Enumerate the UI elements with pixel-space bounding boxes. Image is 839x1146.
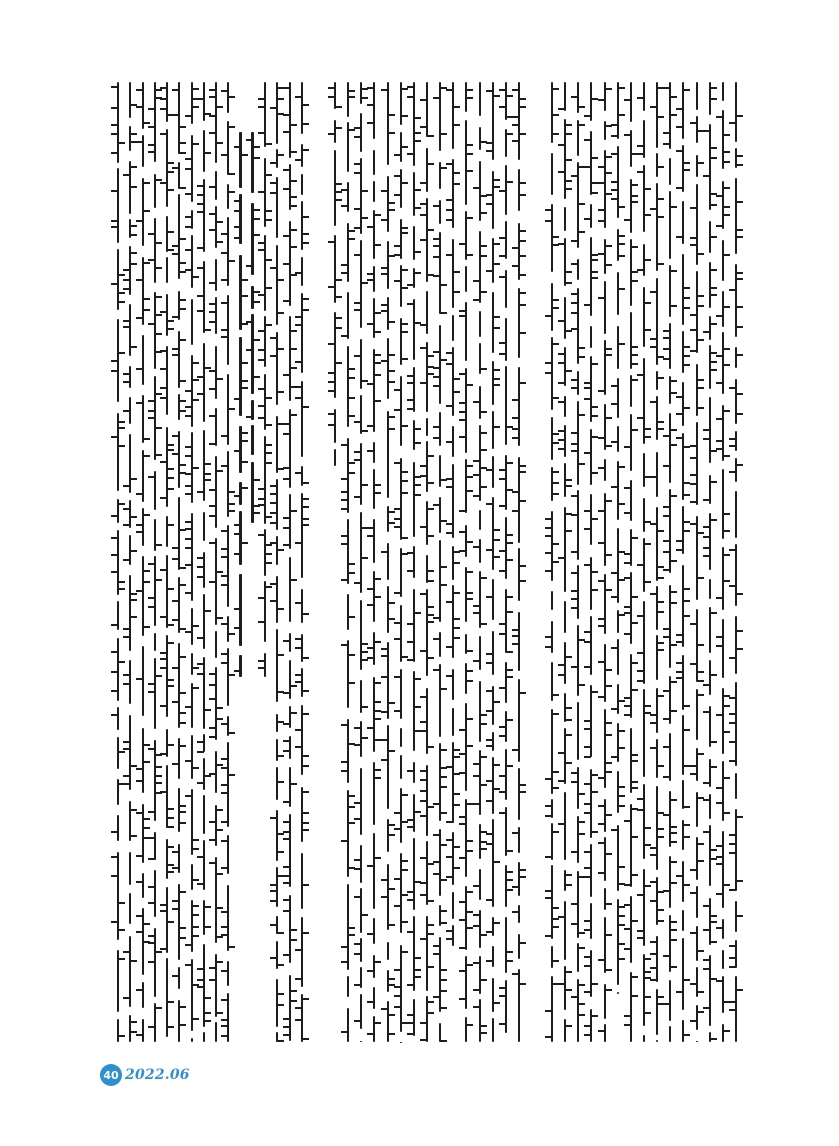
text-line [691,82,703,1042]
text-line [124,82,136,1042]
text-line [198,82,210,1042]
text-line [585,82,597,1042]
page-number: 40 [100,1064,122,1086]
text-line [186,82,198,1042]
text-line [704,82,716,1042]
text-line [730,82,742,1042]
text-line [434,82,446,1042]
text-line [247,82,259,1042]
text-line [572,82,584,1042]
text-line [329,82,341,1042]
text-line [625,82,637,1042]
text-line [210,82,222,1042]
text-line [259,82,271,1042]
text-line [513,82,525,1042]
text-line [651,82,663,1042]
text-line [149,82,161,1042]
text-line [599,82,611,1042]
text-line [677,82,689,1042]
body-text-area [112,82,742,1042]
text-line [382,82,394,1042]
text-line [474,82,486,1042]
page-footer [100,1064,190,1086]
text-line [447,82,459,1042]
text-line [271,82,283,1042]
text-line [284,82,296,1042]
text-line [421,82,433,1042]
text-line [161,82,173,1042]
text-line [296,82,308,1042]
text-line [638,82,650,1042]
text-line [173,82,185,1042]
text-line [112,82,124,1042]
text-line [408,82,420,1042]
text-line [235,82,247,1042]
text-line [612,82,624,1042]
text-column-middle [329,82,525,1042]
text-line [664,82,676,1042]
text-line [137,82,149,1042]
issue-date: 2022.06 [125,1067,190,1083]
text-line [717,82,729,1042]
text-column-left [112,82,308,1042]
text-line [487,82,499,1042]
text-line [546,82,558,1042]
text-line [500,82,512,1042]
text-line [368,82,380,1042]
text-line [559,82,571,1042]
text-line [395,82,407,1042]
text-line [460,82,472,1042]
text-line [342,82,354,1042]
text-line [355,82,367,1042]
text-column-right [546,82,742,1042]
text-line [222,82,234,1042]
